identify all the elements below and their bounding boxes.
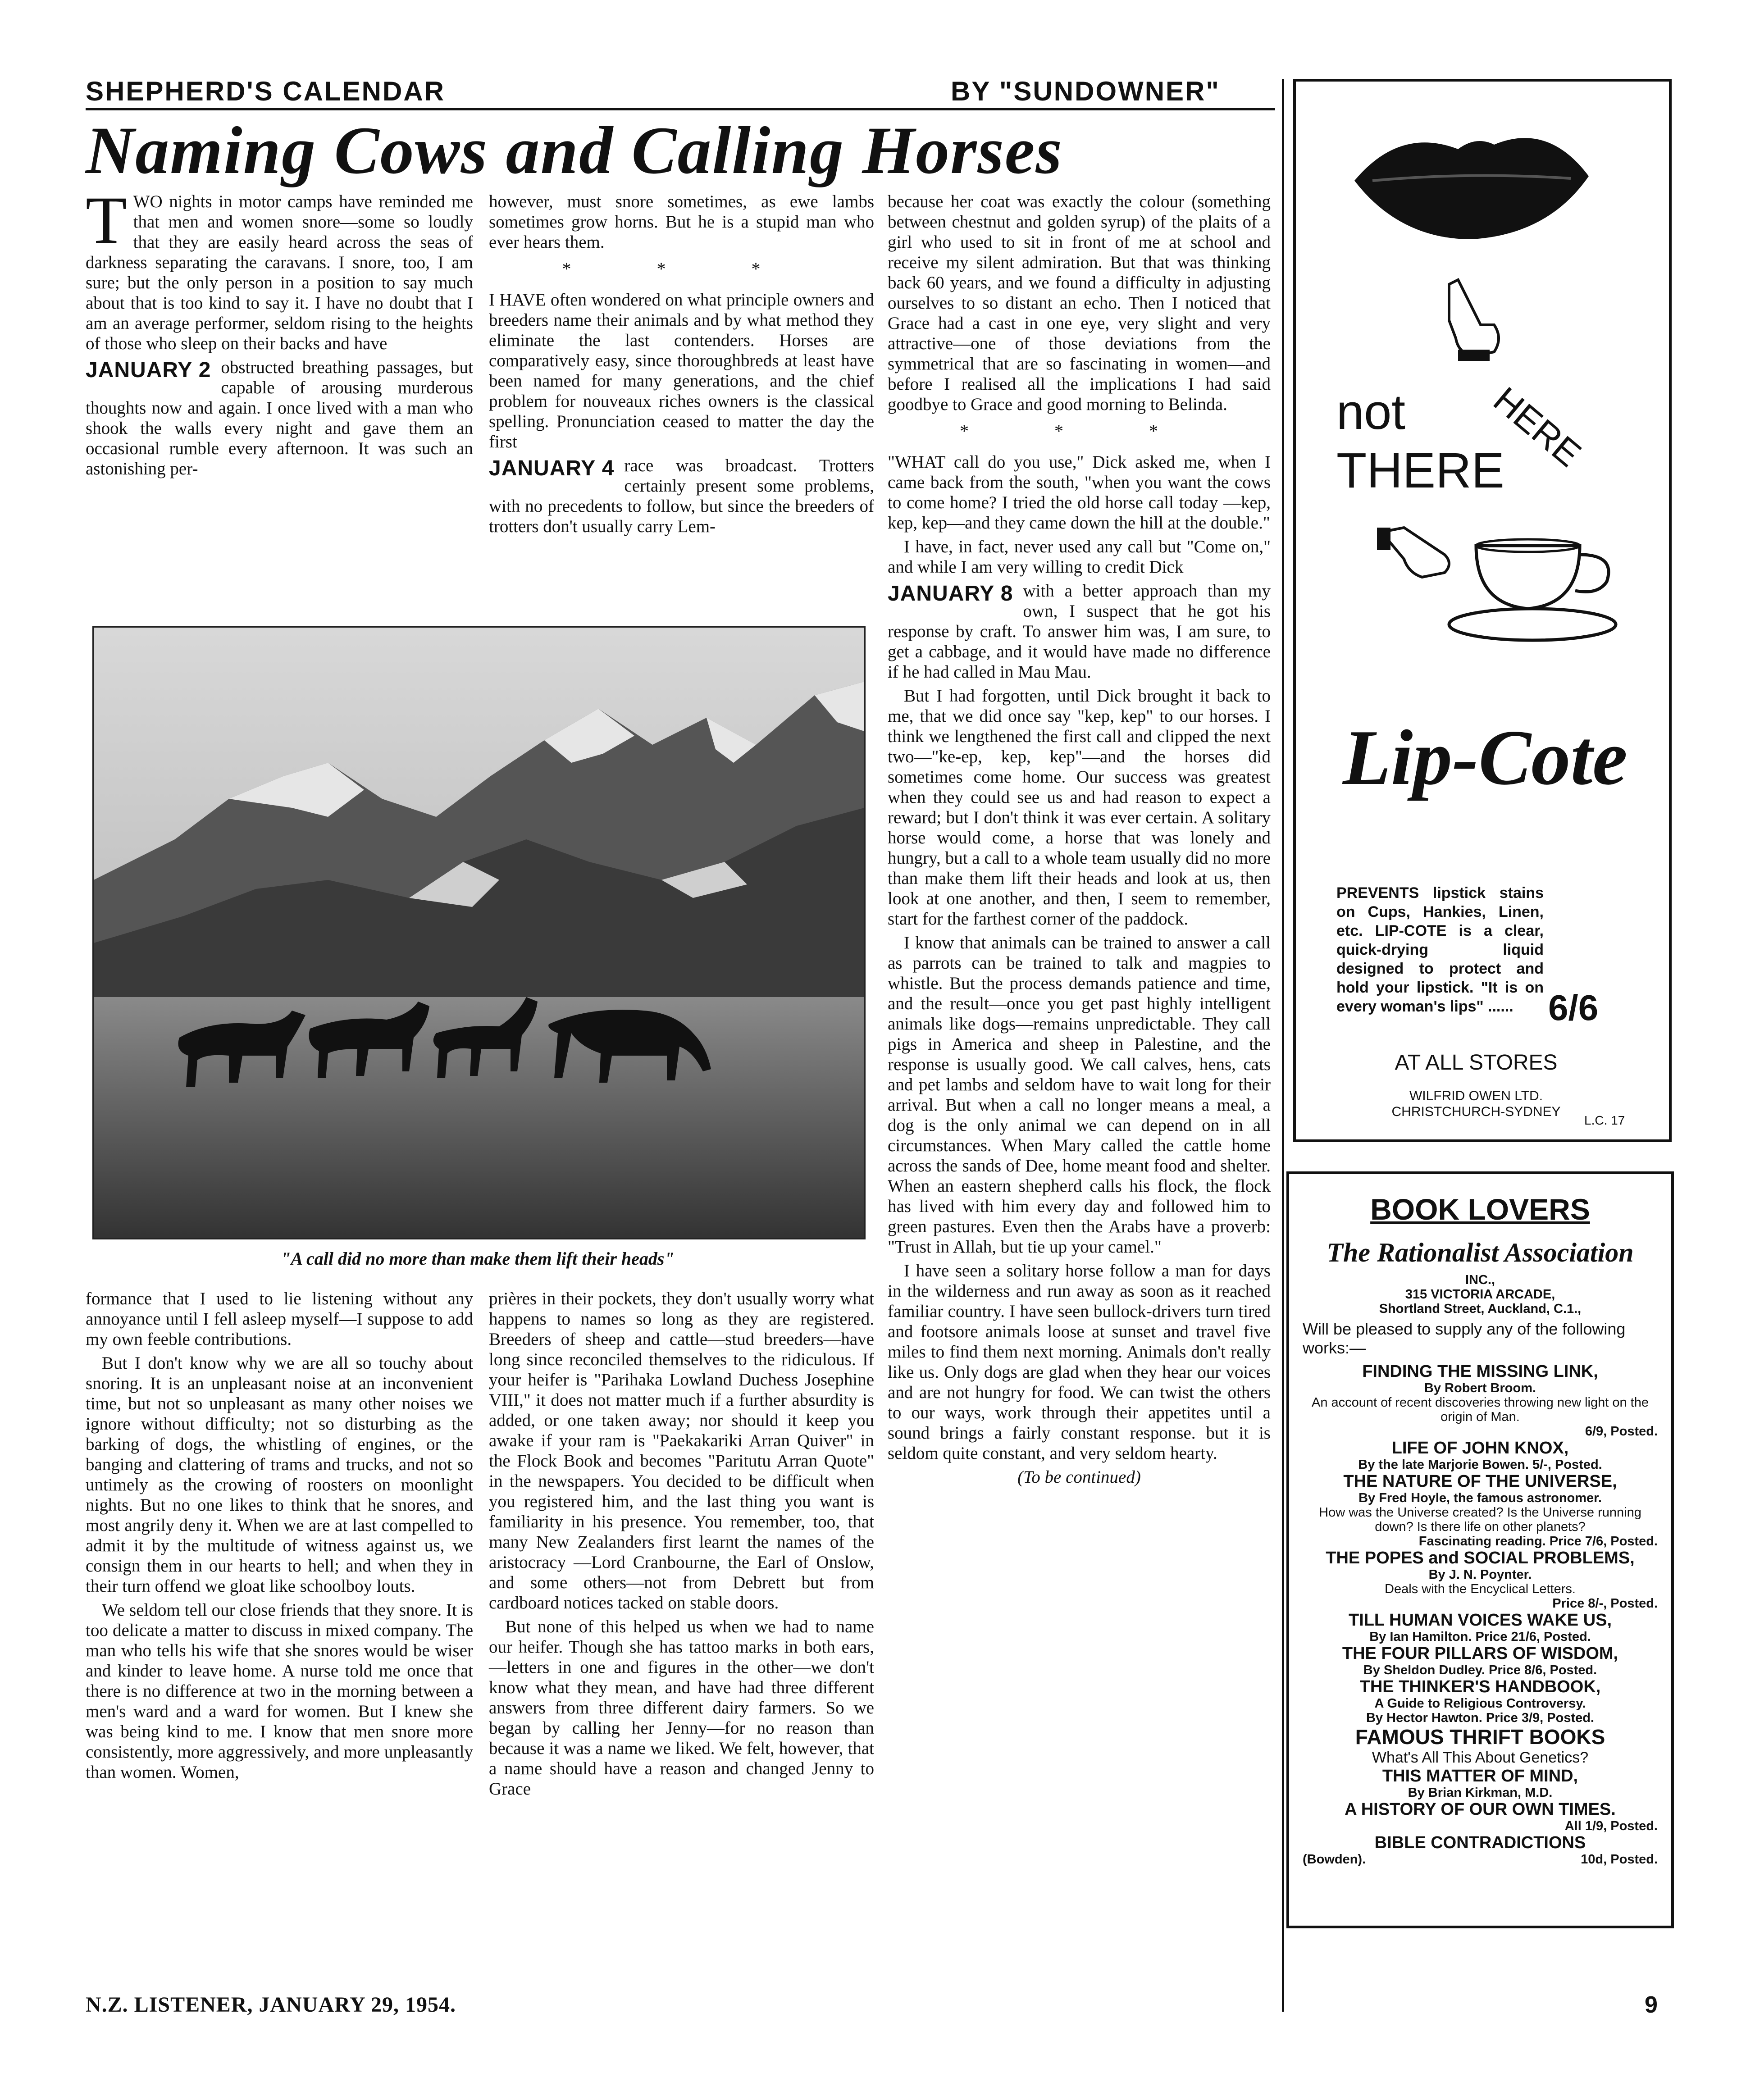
lower-col1-paragraph-3: We seldom tell our close friends that they snore. It is too delicate a matter to discuss in mixed company. The man who tells his wife that she snores would be wiser and kinder to leave home. A nurse told me once that there is no difference at two in the morning between a men's ward and a ward for women. But I knew she was being kind to me. I know that men snore more consistently, more aggressively, and more unpleasantly than women. Women, xyxy=(86,1600,473,1782)
mountain-landscape-image xyxy=(94,628,864,1238)
book-author-4: By J. N. Poynter. xyxy=(1428,1567,1532,1582)
book-price-11: 10d, Posted. xyxy=(1581,1852,1658,1867)
book-author-9: By Brian Kirkman, M.D. xyxy=(1408,1786,1553,1800)
dateline-jan-4: JANUARY 4 xyxy=(489,456,615,480)
page-number: 9 xyxy=(1645,1992,1658,2018)
book-title-11: BIBLE CONTRADICTIONS xyxy=(1374,1833,1586,1852)
association-address-1: 315 VICTORIA ARCADE, xyxy=(1405,1287,1555,1302)
book-intro: Will be pleased to supply any of the following works:— xyxy=(1303,1320,1626,1357)
lipcote-cities: CHRISTCHURCH-SYDNEY xyxy=(1391,1104,1561,1119)
col3-paragraph-5: I know that animals can be trained to answer a call as parrots can be trained to talk and magpies to whistle. But the process demands patience and time, and the result—once you get past highly intelligent animals like dogs—remains unpredictable. They call pigs in America and sheep in Palestine, and the response is usually good. We call calves, hens, cats and pet lambs and seldom have to wait long for their arrival. But when a call no longer means a meal, a dog is the only animal we can depend on in all circumstances. When Mary called the cattle home across the sands of Dee, home meant food and shelter. When an eastern shepherd calls his flock, the flock has lived with him every day and followed him to green pastures. Even then the Arabs have a proverb: "Trust in Allah, but tie up your camel." xyxy=(888,933,1271,1257)
book-title-6: THE FOUR PILLARS OF WISDOM, xyxy=(1342,1644,1618,1663)
association-address-2: Shortland Street, Auckland, C.1., xyxy=(1379,1302,1582,1316)
lipcote-price: 6/6 xyxy=(1548,988,1599,1028)
col1-paragraph-end: obstructed breathing passages, but capable of arousing murderous thoughts now and again. I once lived with a man who shook the walls every night and gave them an occasional rumble every afternoon. It was such an astonishing per- xyxy=(86,358,473,478)
article-lower-column-2 xyxy=(489,1289,874,1803)
lipcote-stores: AT ALL STORES xyxy=(1395,1051,1558,1075)
book-price-1: 6/9, Posted. xyxy=(1585,1424,1658,1439)
book-desc-1: An account of recent discoveries throwing new light on the origin of Man. xyxy=(1312,1395,1649,1424)
col3-paragraph-2: "WHAT call do you use," Dick asked me, when I came back from the south, "when you want the cows to come home? I tried the old horse call today —kep, kep, kep—and they came down the hill at the double." xyxy=(888,452,1271,533)
book-desc-3: How was the Universe created? Is the Universe running down? Is there life on other planets? xyxy=(1319,1505,1641,1534)
lower-col1-paragraph-1: formance that I used to lie listening without any annoyance until I fell asleep myself—I suppose to add my own feeble contributions. xyxy=(86,1289,473,1349)
col3-paragraph-3: I have, in fact, never used any call but "Come on," and while I am very willing to credit Dick xyxy=(888,537,1271,577)
book-author-7: By Hector Hawton. Price 3/9, Posted. xyxy=(1366,1711,1595,1725)
drop-cap: T xyxy=(86,183,127,258)
book-row-11 xyxy=(1303,1852,1658,1867)
book-author-11: (Bowden). xyxy=(1303,1852,1366,1867)
book-title-7: THE THINKER'S HANDBOOK, xyxy=(1359,1677,1601,1696)
photo-caption: "A call did no more than make them lift their heads" xyxy=(281,1248,675,1269)
article-column-3 xyxy=(888,191,1271,1487)
ad-word-here: HERE xyxy=(1486,379,1589,474)
lower-col1-paragraph-2: But I don't know why we are all so touchy about snoring. It is an unpleasant noise at an inconvenient time, but not so unpleasant as many other noises we ignore without difficulty; not so disturbing as the barking of dogs, the whistling of engines, or the banging and clattering of trams and trucks, and not so untimely as the crowing of roosters on moonlight nights. But no one likes to think that he snores, and most angrily deny it. When we are at last compelled to admit it by the multitude of witness against us, we consign them in our hearts to hell; and when they in their turn offend we gloat like schoolboy louts. xyxy=(86,1353,473,1596)
book-title-4: THE POPES and SOCIAL PROBLEMS, xyxy=(1326,1549,1635,1567)
col2-paragraph-2-end: race was broadcast. Trotters certainly present some problems, with no precedents to follow, but since the breeders of trotters don't usually carry Lem- xyxy=(489,456,874,536)
dateline-jan-8: JANUARY 8 xyxy=(888,582,1013,606)
book-title-10: A HISTORY OF OUR OWN TIMES. xyxy=(1345,1800,1616,1819)
col1-paragraph: WO nights in motor camps have reminded me that men and women snore—some so loudly that they are easily heard across the seas of darkness separating the caravans. I snore, too, I am sure; but the only person in a position to say much about that is too kind to say it. I have no doubt that I am an average performer, seldom rising to the heights of those who sleep on their backs and have xyxy=(86,192,473,353)
book-lovers-ad xyxy=(1286,1171,1674,1928)
header-rule xyxy=(86,108,1275,110)
book-title-1: FINDING THE MISSING LINK, xyxy=(1362,1362,1598,1381)
lips-icon xyxy=(1345,118,1598,253)
ad-word-not: not xyxy=(1336,384,1405,440)
book-author-3: By Fred Hoyle, the famous astronomer. xyxy=(1359,1491,1602,1505)
association-inc: INC., xyxy=(1465,1273,1495,1287)
book-price-3: Fascinating reading. Price 7/6, Posted. xyxy=(1418,1534,1658,1549)
book-title-5: TILL HUMAN VOICES WAKE US, xyxy=(1348,1611,1612,1630)
association-name: The Rationalist Association xyxy=(1327,1238,1634,1267)
book-author-5: By Ian Hamilton. Price 21/6, Posted. xyxy=(1369,1630,1591,1644)
lipcote-code: L.C. 17 xyxy=(1584,1113,1625,1127)
headline: Naming Cows and Calling Horses xyxy=(86,113,1063,188)
footer-issue-line: N.Z. LISTENER, JANUARY 29, 1954. xyxy=(86,1993,456,2017)
book-price-4: Price 8/-, Posted. xyxy=(1552,1596,1658,1611)
article-column-2 xyxy=(489,191,874,540)
book-title-8: FAMOUS THRIFT BOOKS xyxy=(1355,1725,1605,1749)
book-author-2: By the late Marjorie Bowen. 5/-, Posted. xyxy=(1358,1458,1602,1472)
lower-col2-paragraph-1: prières in their pockets, they don't usually worry what happens to names so long as they are registered. Breeders of sheep and cattle—stud breeders—have long since reconciled themselves to the ridiculous. If your heifer is "Parihaka Lowland Duchess Josephine VIII," it does not matter much if a further absurdity is added, or one taken away; nor should it keep you awake if your ram is "Paekakariki Arran Quiver" in the Flock Book and becomes "Paritutu Arran Quote" in the newspapers. You decided to be difficult when you registered him, and the last thing you want is familiarity in his presence. You remember, too, that many New Zealanders first learnt the names of the aristocracy —Lord Cranbourne, the Earl of Onslow, and some others—not from Debrett but from cardboard notices tacked on stable doors. xyxy=(489,1289,874,1613)
book-desc-8: What's All This About Genetics? xyxy=(1372,1749,1589,1766)
col3-paragraph-4: But I had forgotten, until Dick brought it back to me, that we did once say "kep, kep" to our horses. I think we lengthened the first call and clipped the next two—"ke-ep, kep, kep"—and the horses did sometimes come home. Our success was greatest when they could see us and had reason to expect a reward; but I don't think it was ever certain. A solitary horse would come, a horse that was lonely and hungry, but a call to a whole team usually did no more than make them lift their heads and look at us, then look at one another, and then, I seem to remember, start for the farthest corner of the paddock. xyxy=(888,686,1271,929)
col2-paragraph-2: I HAVE often wondered on what principle owners and breeders name their animals and by what method they eliminate the last contenders. Horses are comparatively easy, since thoroughbreds at least have been named for many generations, and the chief problem for nouveaux riches owners is the classical spelling. Pronunciation ceased to matter the day the first xyxy=(489,290,874,451)
section-break-stars-2: * * * xyxy=(960,421,1199,441)
col3-paragraph-1: because her coat was exactly the colour (something between chestnut and golden syrup) of the plaits of a girl who used to sit in front of me at school and receive my silent admiration. But that was thinking back 60 years, and we found a difficulty in adjusting ourselves to so distant an echo. Then I noticed that Grace had a cast in one eye, very slight and very attractive—one of those deviations from the symmetrical that are so fascinating in women—and before I realised all the implications I had said goodbye to Grace and good morning to Belinda. xyxy=(888,192,1271,414)
ad-column-divider xyxy=(1282,79,1284,2012)
book-desc-7: A Guide to Religious Controversy. xyxy=(1374,1696,1586,1711)
article-column-1 xyxy=(86,183,473,483)
book-title-3: THE NATURE OF THE UNIVERSE, xyxy=(1343,1472,1617,1491)
teacup-icon xyxy=(1445,528,1634,645)
book-title-2: LIFE OF JOHN KNOX, xyxy=(1391,1439,1569,1458)
horses-photo xyxy=(92,626,866,1239)
lower-col2-paragraph-2: But none of this helped us when we had to name our heifer. Though she has tattoo marks in both ears,—letters in one and figures in the other—we don't know what they mean, and have had three different answers from three different dairy farmers. So we began by calling her Jenny—for no reason than because it was a name we liked. We felt, however, that a name should have a reason and changed Jenny to Grace xyxy=(489,1617,874,1799)
pointing-hand-icon xyxy=(1431,275,1512,365)
lipcote-ad xyxy=(1293,79,1672,1142)
lipcote-company: WILFRID OWEN LTD. xyxy=(1409,1089,1543,1103)
book-desc-4: Deals with the Encyclical Letters. xyxy=(1385,1582,1576,1596)
book-title-9: THIS MATTER OF MIND, xyxy=(1382,1767,1578,1786)
column-kicker: SHEPHERD'S CALENDAR xyxy=(86,76,446,106)
col2-paragraph-1: however, must snore sometimes, as ewe lambs sometimes grow horns. But he is a stupid man who ever hears them. xyxy=(489,192,874,252)
book-author-1: By Robert Broom. xyxy=(1424,1381,1536,1395)
lipcote-logo: Lip-Cote xyxy=(1343,714,1627,801)
lipcote-body: PREVENTS lipstick stains on Cups, Hankies, Linen, etc. LIP-COTE is a clear, quick-drying liquid designed to protect and hold your lipstick. "It is on every woman's lips" ...... xyxy=(1336,884,1544,1015)
book-lovers-title: BOOK LOVERS xyxy=(1370,1193,1590,1226)
col3-paragraph-6: I have seen a solitary horse follow a man for days in the wilderness and run away as soon as it reached familiar country. I have seen bullock-drivers turn tired and footsore animals loose at sunset and travel five miles to find them next morning. Animals don't really like us. Only dogs are glad when they hear our voices and are not hungry for food. We can twist the others to our ways, work through their appetites until a sound brings a fairly constant response. but it is seldom quite constant, and very seldom hearty. xyxy=(888,1261,1271,1463)
col3-paragraph-3-end: with a better approach than my own, I suspect that he got his response by craft. To answer him was, I am sure, to get a cabbage, and it would have made no difference if he had called in Mau Mau. xyxy=(888,581,1271,682)
article-lower-column-1 xyxy=(86,1289,473,1786)
section-break-stars: * * * xyxy=(562,259,801,279)
book-author-6: By Sheldon Dudley. Price 8/6, Posted. xyxy=(1363,1663,1597,1677)
dateline-jan-2: JANUARY 2 xyxy=(86,358,211,382)
book-price-10: All 1/9, Posted. xyxy=(1564,1819,1658,1833)
to-be-continued: (To be continued) xyxy=(1017,1467,1141,1487)
byline: BY "SUNDOWNER" xyxy=(951,76,1220,106)
ad-word-there: THERE xyxy=(1336,443,1504,498)
